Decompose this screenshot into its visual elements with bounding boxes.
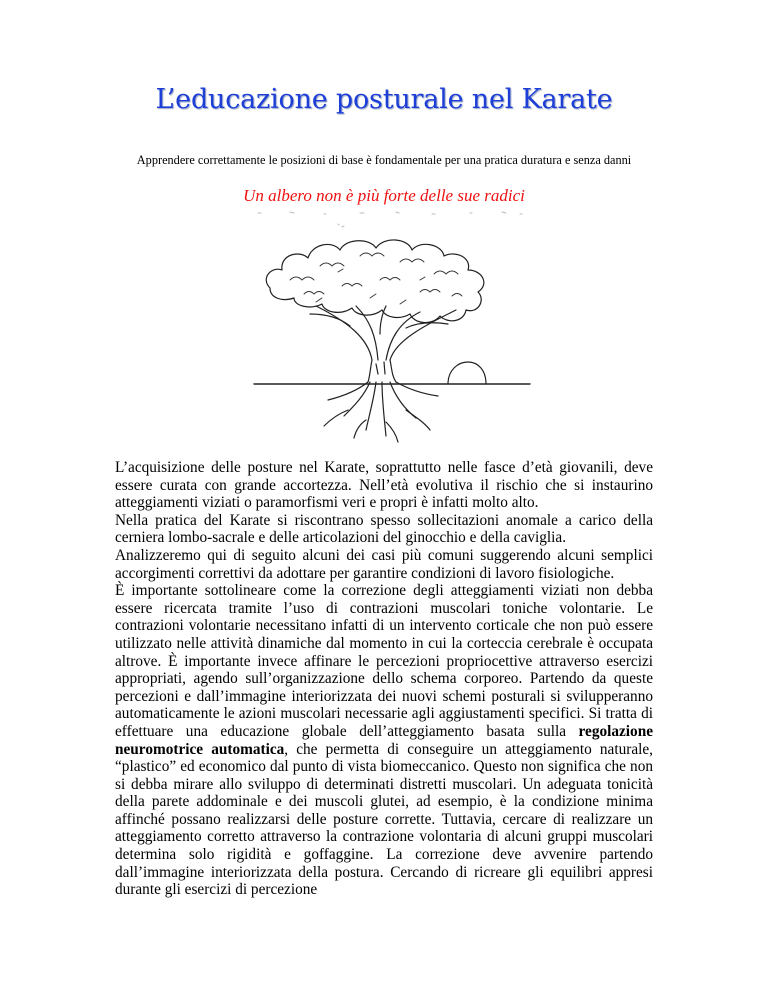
motto: Un albero non è più forte delle sue radici	[243, 186, 525, 205]
paragraph-3: Analizzeremo qui di seguito alcuni dei casi più comuni suggerendo alcuni semplici accorgimenti correttivi da adottare per garantire condizioni di lavoro fisiologiche.	[115, 546, 653, 582]
bold-term: regolazione neuromotrice automatica	[115, 722, 653, 758]
paragraph-4-part-2: , che permetta di conseguire un atteggiamento naturale, “plastico” ed economico dal punto di vista biomeccanico. Questo non significa che non si debba mirare allo sviluppo di determinati distretti muscolari. Un adeguata tonicità della parete addominale e dei muscoli glutei, ad esempio, è la condizione minima affinché possano realizzarsi delle posture corrette. Tuttavia, cercare di realizzare un atteggiamento corretto attraverso la contrazione volontaria di alcuni gruppi muscolari determina solo rigidità e goffaggine. La correzione deve avvenire partendo dall’immagine interiorizzata della postura. Cercando di ricreare gli equilibri appresi durante gli esercizi di percezione	[115, 740, 653, 899]
page-title: L’educazione posturale nel Karate	[155, 84, 613, 115]
paragraph-4-part-1: È importante sottolineare come la correzione degli atteggiamenti viziati non debba essere ricercata tramite l’uso di contrazioni muscolari toniche volontarie. Le contrazioni volontarie necessitano infatti di un intervento corticale che non può essere utilizzato nelle attività dinamiche dal momento in cui la corteccia cerebrale è occupata altrove. È importante invece affinare le percezioni propriocettive attraverso esercizi appropriati, agendo sull’organizzazione dello schema corporeo. Partendo da queste percezioni e dall’immagine interiorizzata dei nuovi schemi posturali si svilupperanno automaticamente le azioni muscolari necessarie agli aggiustamenti specifici. Si tratta di effettuare una educazione globale dell’atteggiamento basata sulla	[115, 582, 653, 740]
tree-illustration-icon	[220, 210, 560, 448]
paragraph-4	[115, 582, 653, 899]
page-subtitle: Apprendere correttamente le posizioni di base è fondamentale per una pratica duratura e senza danni	[136, 153, 632, 167]
paragraph-1: L’acquisizione delle posture nel Karate, soprattutto nelle fasce d’età giovanili, deve essere curata con grande accortezza. Nell’età evolutiva il rischio che si instaurino atteggiamenti viziati o paramorfismi veri e propri è infatti molto alto.	[115, 459, 653, 512]
article-body	[115, 459, 653, 899]
paragraph-2: Nella pratica del Karate si riscontrano spesso sollecitazioni anomale a carico della cerniera lombo-sacrale e delle articolazioni del ginocchio e della caviglia.	[115, 511, 653, 547]
